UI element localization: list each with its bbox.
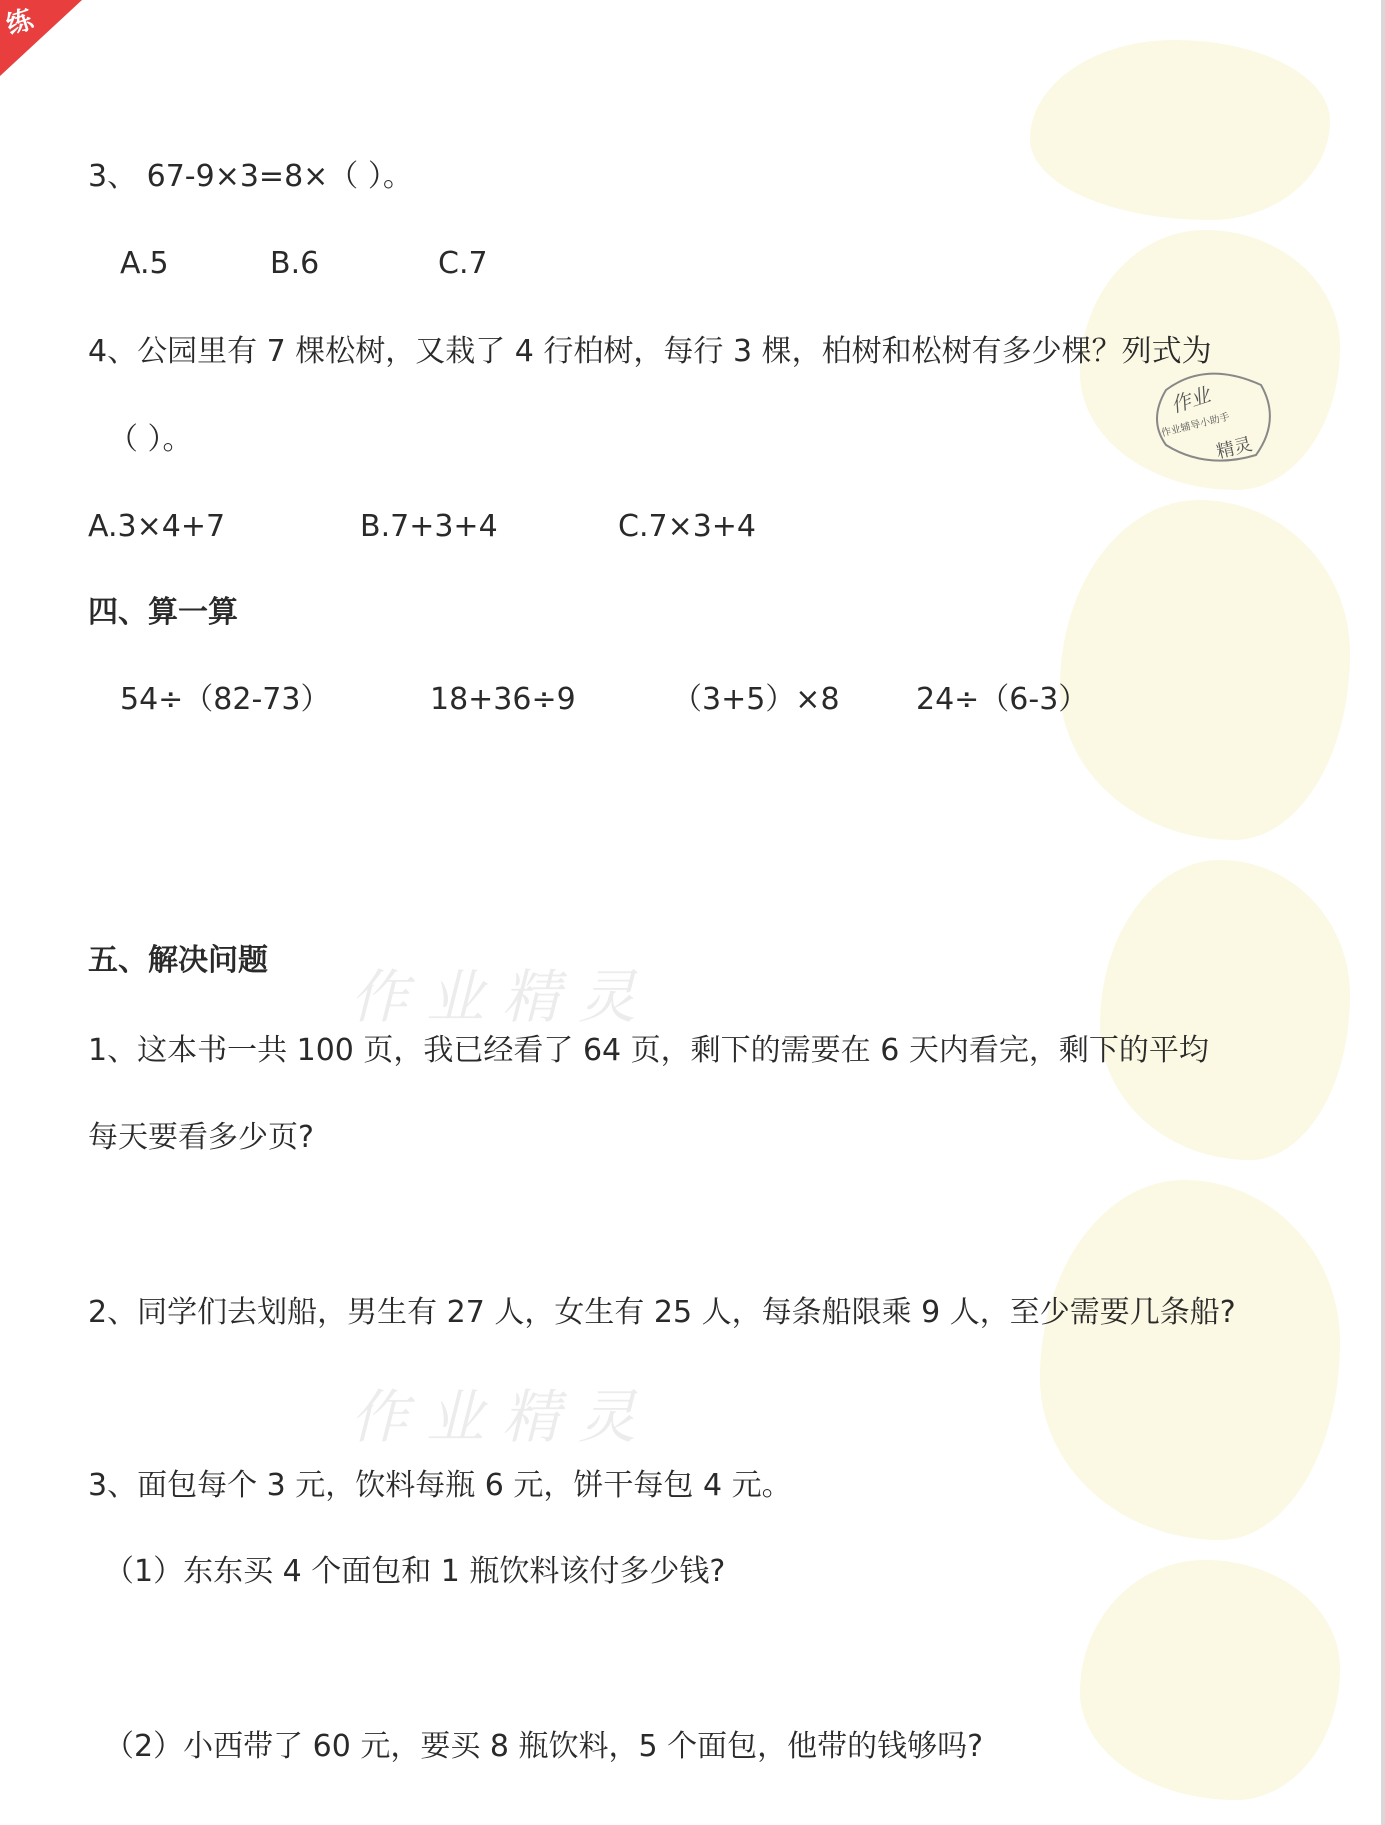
question-3-option-a: A.5 xyxy=(120,246,169,281)
page-edge xyxy=(1381,0,1385,1825)
question-3-option-c: C.7 xyxy=(438,246,488,281)
paper-stain xyxy=(1040,1180,1340,1540)
question-4-blank: （ ）。 xyxy=(108,422,193,457)
question-4-option-c: C.7×3+4 xyxy=(618,509,757,544)
calc-expression: 54÷（82-73） xyxy=(120,682,331,717)
stamp-text: 作业辅导小助手 xyxy=(1160,411,1231,440)
paper-stain xyxy=(1060,500,1350,840)
question-4-option-a: A.3×4+7 xyxy=(88,509,226,544)
problem-1-line-2: 每天要看多少页? xyxy=(88,1120,314,1155)
calc-expression: 18+36÷9 xyxy=(430,682,576,717)
paper-stain xyxy=(1080,1560,1340,1800)
problem-1-line-1: 1、这本书一共 100 页，我已经看了 64 页，剩下的需要在 6 天内看完，剩下的平均 xyxy=(88,1033,1209,1068)
question-4-stem: 4、公园里有 7 棵松树，又栽了 4 行柏树，每行 3 棵，柏树和松树有多少棵？列式为 xyxy=(88,334,1212,369)
stamp-text: 作业 xyxy=(1167,382,1214,418)
problem-2: 2、同学们去划船，男生有 27 人，女生有 25 人，每条船限乘 9 人，至少需要几条船? xyxy=(88,1295,1236,1330)
calc-expression: （3+5）×8 xyxy=(672,682,840,717)
corner-tag xyxy=(0,0,82,82)
question-3-stem: 3、 67-9×3=8×（ ）。 xyxy=(88,159,413,194)
corner-tag-label: 练 xyxy=(2,4,37,42)
watermark-text: 作业精灵 xyxy=(350,963,655,1031)
question-3-option-b: B.6 xyxy=(270,246,320,281)
question-4-option-b: B.7+3+4 xyxy=(360,509,498,544)
watermark-text: 作业精灵 xyxy=(350,1383,655,1451)
paper-stain xyxy=(1030,40,1330,220)
problem-3-sub-1: （1）东东买 4 个面包和 1 瓶饮料该付多少钱? xyxy=(104,1554,726,1589)
paper-stain xyxy=(1100,860,1350,1160)
section-4-title: 四、算一算 xyxy=(88,595,238,630)
calc-expression: 24÷（6-3） xyxy=(916,682,1089,717)
problem-3-sub-2: （2）小西带了 60 元，要买 8 瓶饮料，5 个面包，他带的钱够吗? xyxy=(104,1729,984,1764)
watermark-stamp xyxy=(1146,360,1282,470)
problem-3: 3、面包每个 3 元，饮料每瓶 6 元，饼干每包 4 元。 xyxy=(88,1468,792,1503)
section-5-title: 五、解决问题 xyxy=(88,943,268,978)
stamp-text: 精灵 xyxy=(1214,433,1255,463)
